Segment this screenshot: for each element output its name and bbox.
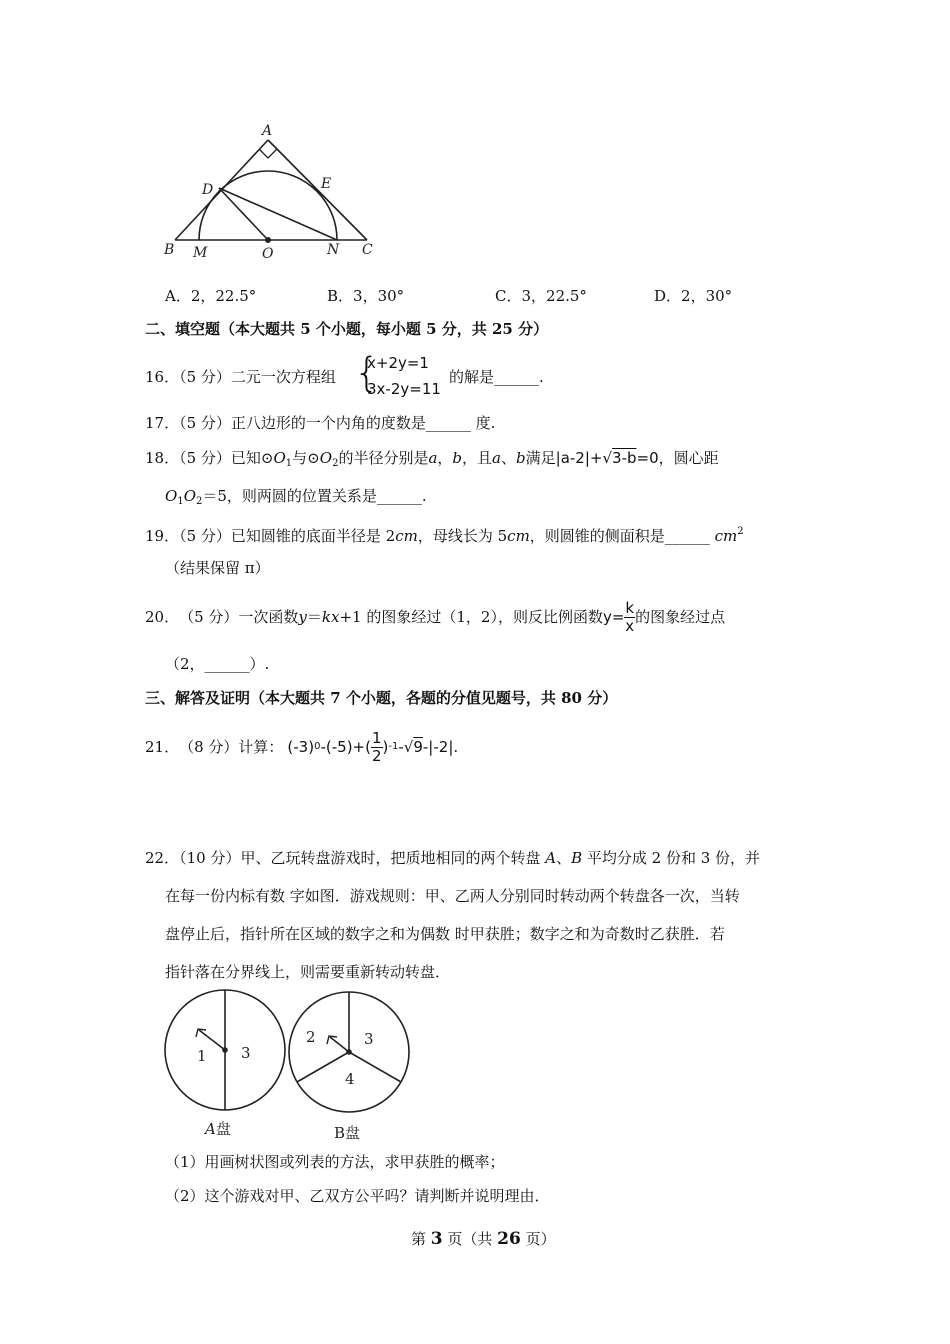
page-footer: 第 3 页（共 26 页）: [411, 1229, 556, 1249]
q16-tail: 的解是______.: [449, 368, 544, 386]
q15-option-b: B．3，30°: [327, 287, 405, 305]
q17: 17．（5 分）正八边形的一个内角的度数是______ 度.: [145, 414, 496, 432]
spinner-figure: [160, 985, 420, 1150]
q16-eq2: 3x-2y=11: [367, 380, 441, 398]
q22-sub2: （2）这个游戏对甲、乙双方公平吗？请判断并说明理由．: [165, 1187, 550, 1205]
disk-a-number-3: 3: [241, 1044, 251, 1062]
section2-title: 二、填空题（本大题共 5 个小题，每小题 5 分，共 25 分）: [145, 320, 549, 338]
disk-b-caption: B盘: [334, 1124, 361, 1142]
q22-line2: 在每一份内标有数 字如图．游戏规则：甲、乙两人分别同时转动两个转盘各一次，当转: [165, 887, 740, 905]
q22-line1: 22．（10 分）甲、乙玩转盘游戏时，把质地相同的两个转盘 A、B 平均分成 2 份和 3 份，并: [145, 849, 761, 867]
q20-line2: （2，______）.: [165, 655, 270, 673]
disk-a-number-1: 1: [197, 1047, 207, 1065]
label-D: D: [202, 182, 214, 198]
q18-line1: 18．（5 分）已知$⊙O_1$与$⊙O_2$的半径分别是a，b，且a、b满足|a-2|+√3-b=0，圆心距: [145, 449, 719, 469]
q16-brace: {: [354, 350, 380, 396]
q19-line2: （结果保留 π）: [165, 559, 270, 577]
label-C: C: [362, 242, 373, 258]
disk-b-number-3: 3: [364, 1030, 374, 1048]
label-N: N: [327, 242, 340, 258]
label-E: E: [321, 176, 332, 192]
triangle-semicircle-figure: [158, 118, 388, 268]
q21: 21． （8 分） 计算： (-3) 0 -(-5)+( $\frac{1}{2}$ ) -1 - √ 9 -|-2| .: [145, 728, 459, 765]
disk-a-caption: A盘: [205, 1120, 231, 1138]
disk-b-number-4: 4: [345, 1070, 355, 1088]
label-A: A: [262, 123, 273, 139]
q15-option-c: C．3，22.5°: [495, 287, 587, 305]
q16-eq1: x+2y=1: [367, 354, 429, 372]
q16: 16．（5 分）二元一次方程组: [145, 368, 336, 386]
label-M: M: [193, 245, 208, 261]
q18-line2: $O_1O_2=5$，则两圆的位置关系是______.: [165, 487, 427, 507]
q15-option-a: A．2，22.5°: [165, 287, 257, 305]
section3-title: 三、解答及证明（本大题共 7 个小题，各题的分值见题号，共 80 分）: [145, 689, 618, 707]
q22-line3: 盘停止后，指针所在区域的数字之和为偶数 时甲获胜；数字之和为奇数时乙获胜．若: [165, 925, 725, 943]
q22-sub1: （1）用画树状图或列表的方法，求甲获胜的概率；: [165, 1153, 505, 1171]
q20-line1: 20． （5 分） 一次函数 y ＝ kx +1 的图象经过（1，2），则反比例函数 y= $\frac{k}{x}$ 的图象经过点: [145, 598, 726, 635]
disk-b-number-2: 2: [306, 1028, 316, 1046]
label-B: B: [164, 242, 175, 258]
q22-line4: 指针落在分界线上，则需要重新转动转盘．: [165, 963, 451, 981]
q19-line1: 19．（5 分）已知圆锥的底面半径是 2cm，母线长为 5cm，则圆锥的侧面积是______ $cm^2$: [145, 526, 744, 545]
label-O: O: [262, 246, 274, 262]
q15-option-d: D．2，30°: [654, 287, 733, 305]
